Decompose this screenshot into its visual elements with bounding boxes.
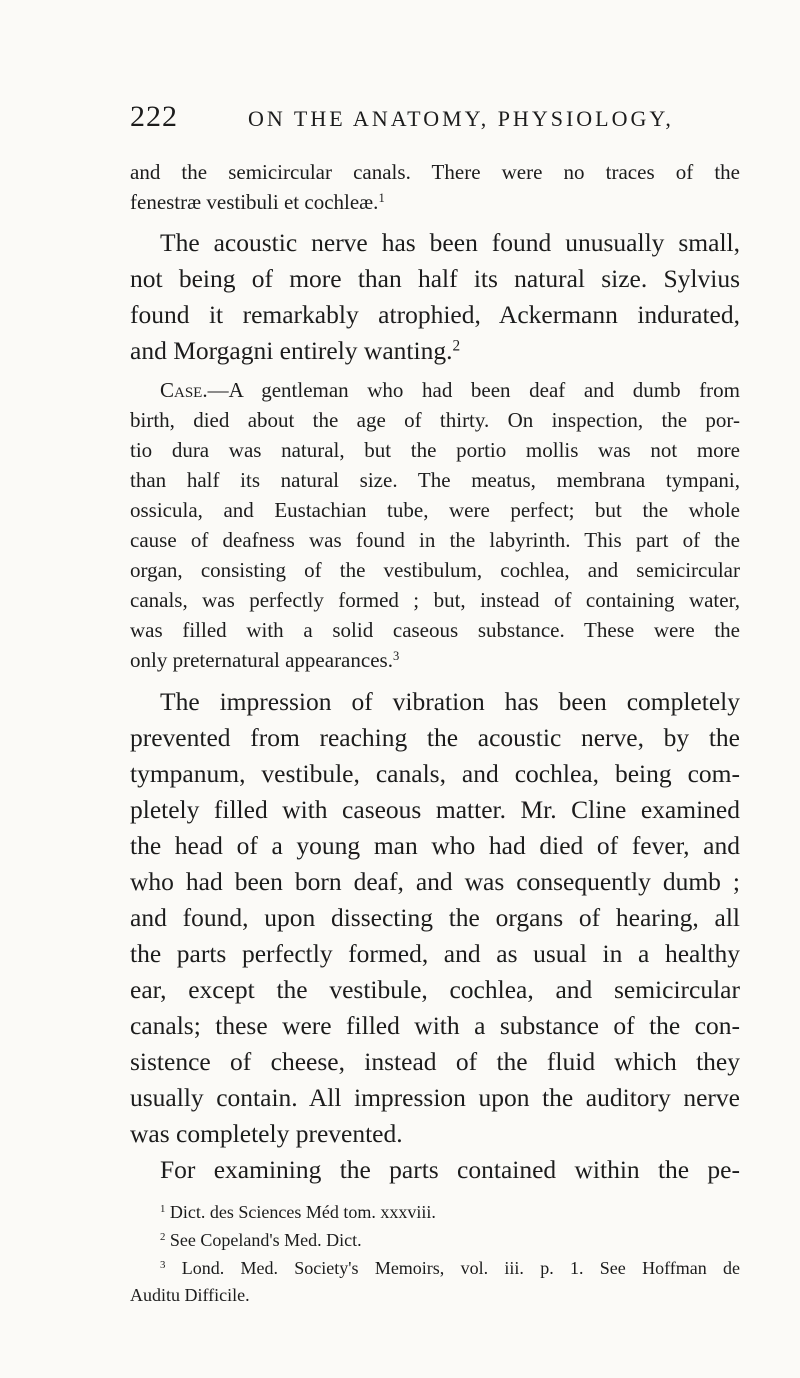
text-line: and Morgagni entirely wanting.$^2$	[130, 336, 461, 365]
text-line: birth, died about the age of thirty. On inspection, the por-	[130, 408, 740, 432]
text-line: canals, was perfectly formed ; but, instead of containing water,	[130, 588, 740, 612]
text-line: canals; these were filled with a substance of the con-	[130, 1011, 740, 1040]
text-line: The impression of vibration has been completely	[160, 687, 740, 716]
footnote: $^1$ Dict. des Sciences Méd tom. xxxviii.	[160, 1202, 436, 1222]
footnote-mark: 1	[160, 1203, 166, 1216]
text-line: was completely prevented.	[130, 1119, 403, 1148]
footnote-ref: 3	[392, 649, 400, 664]
text-line: the head of a young man who had died of fever, and	[130, 831, 740, 860]
footnote-ref: 2	[452, 337, 461, 355]
text-line: The acoustic nerve has been found unusually small,	[160, 228, 740, 257]
text-line: and the semicircular canals. There were no traces of the	[130, 160, 740, 184]
text-line: organ, consisting of the vestibulum, cochlea, and semicircular	[130, 558, 740, 582]
footnote: $^2$ See Copeland's Med. Dict.	[160, 1230, 362, 1250]
footnote-mark: 2	[160, 1231, 166, 1244]
text-line: fenestræ vestibuli et cochleæ.$^1$	[130, 190, 385, 214]
text-line: prevented from reaching the acoustic nerve, by the	[130, 723, 740, 752]
text-line: ear, except the vestibule, cochlea, and semicircular	[130, 975, 740, 1004]
footnote-ref: 1	[378, 191, 385, 206]
text-line: ossicula, and Eustachian tube, were perfect; but the whole	[130, 498, 740, 522]
text-line: usually contain. All impression upon the auditory nerve	[130, 1083, 740, 1112]
page-number: 222	[130, 100, 178, 133]
footnote: $^3$ Lond. Med. Society's Memoirs, vol. iii. p. 1. See Hoffman de	[160, 1258, 741, 1278]
text-line: tympanum, vestibule, canals, and cochlea, being com-	[130, 759, 740, 788]
text-line: was filled with a solid caseous substance. These were the	[130, 618, 740, 642]
text-line: For examining the parts contained within the pe-	[160, 1155, 740, 1184]
running-head: ON THE ANATOMY, PHYSIOLOGY,	[248, 106, 674, 131]
text-line: and found, upon dissecting the organs of hearing, all	[130, 903, 740, 932]
text-line: Case.—A gentleman who had been deaf and dumb from	[160, 378, 740, 402]
text-line: cause of deafness was found in the labyrinth. This part of the	[130, 528, 740, 552]
text-line: than half its natural size. The meatus, membrana tympani,	[130, 468, 740, 492]
page-header	[0, 100, 800, 140]
text-line: tio dura was natural, but the portio mollis was not more	[130, 438, 740, 462]
text-line: the parts perfectly formed, and as usual in a healthy	[130, 939, 740, 968]
text-line: not being of more than half its natural size. Sylvius	[130, 264, 740, 293]
footnote-continuation: Auditu Difficile.	[130, 1285, 250, 1305]
case-label: Case.	[160, 378, 208, 402]
footnote-mark: 3	[160, 1259, 166, 1272]
text-line: sistence of cheese, instead of the fluid which they	[130, 1047, 740, 1076]
text-line: pletely filled with caseous matter. Mr. Cline examined	[130, 795, 740, 824]
text-line: who had been born deaf, and was consequently dumb ;	[130, 867, 740, 896]
text-line: only preternatural appearances.$^3$	[130, 648, 400, 672]
text-line: found it remarkably atrophied, Ackermann indurated,	[130, 300, 740, 329]
